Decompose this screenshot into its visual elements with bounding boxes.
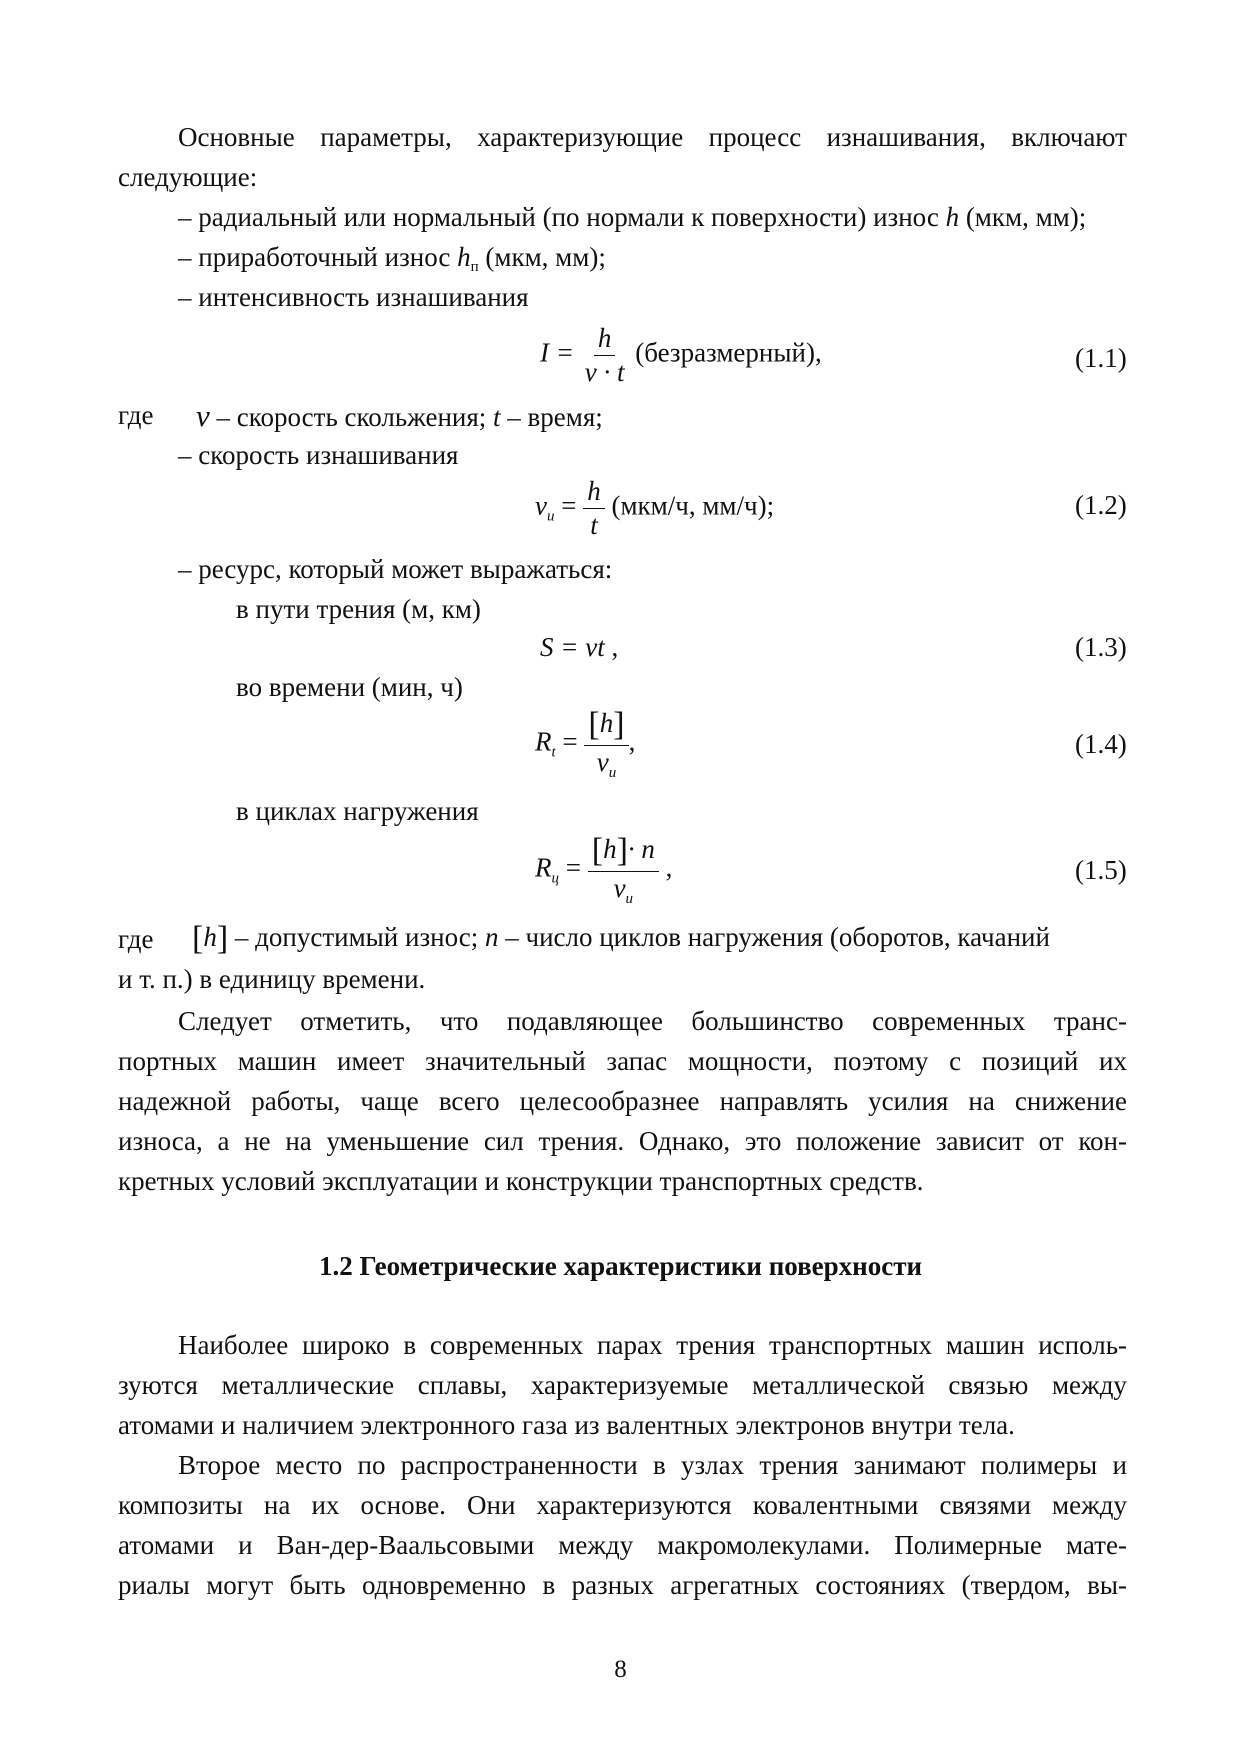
word: транс- — [1053, 1006, 1127, 1036]
equation-1-1: I = $\frac{h}{v \cdot t}$ (безразмерный), — [540, 323, 822, 387]
fraction: $\frac{[h]}{v_и}$ — [584, 708, 628, 781]
word: связями — [939, 1490, 1031, 1520]
word: место — [275, 1450, 343, 1480]
resource-path-label: в пути трения (м, км) — [236, 594, 481, 624]
word: основе. — [360, 1490, 446, 1520]
word: трения. — [538, 1126, 625, 1156]
word: работы, — [251, 1086, 341, 1116]
word: и — [1112, 1450, 1127, 1480]
word: Следует — [178, 1006, 272, 1036]
word: машин — [945, 1330, 1025, 1360]
word: полимеры — [980, 1450, 1098, 1480]
word: агрегатных — [670, 1570, 800, 1600]
word: состояниях — [815, 1570, 946, 1600]
word: в — [403, 1330, 417, 1360]
word: исполь- — [1038, 1330, 1127, 1360]
word: всего — [438, 1086, 500, 1116]
bullet-wear-intensity: – интенсивность изнашивания — [178, 282, 529, 312]
word: современных — [872, 1006, 1026, 1036]
page-number: 8 — [614, 1656, 627, 1683]
word: между — [558, 1530, 634, 1560]
word: трения — [759, 1450, 839, 1480]
word: уменьшение — [326, 1126, 470, 1156]
word: от — [1038, 1126, 1064, 1156]
word: отметить, — [300, 1006, 412, 1036]
word: распространенности — [400, 1450, 638, 1480]
word: усилия — [868, 1086, 949, 1116]
word: характеризуются — [536, 1490, 732, 1520]
where-label-1: где — [118, 400, 154, 430]
word: в — [542, 1570, 556, 1600]
word: Ван-дер-Ваальсовыми — [276, 1530, 535, 1560]
equation-number-1-1: (1.1) — [1075, 343, 1127, 373]
word: мате- — [1066, 1530, 1127, 1560]
word: сил — [483, 1126, 524, 1156]
word: имеет — [337, 1046, 405, 1076]
word: на — [285, 1126, 312, 1156]
word: мощности, — [687, 1046, 813, 1076]
paragraph-4-line-2 — [118, 1492, 1127, 1519]
word: их — [311, 1490, 340, 1520]
word: Наиболее — [178, 1330, 289, 1360]
word: изнашивания, — [826, 122, 986, 152]
word: Однако, — [638, 1126, 731, 1156]
word: могут — [206, 1570, 274, 1600]
word: композиты — [118, 1490, 243, 1520]
word: макромолекулами. — [657, 1530, 871, 1560]
word: направлять — [719, 1086, 849, 1116]
paragraph-2-line-3 — [118, 1088, 1127, 1115]
word: характеризуемые — [530, 1370, 729, 1400]
paragraph-4-line-3 — [118, 1532, 1127, 1559]
word: положение — [796, 1126, 922, 1156]
word: подавляющее — [506, 1006, 663, 1036]
word: на — [968, 1086, 995, 1116]
word: параметры, — [320, 122, 452, 152]
word: чаще — [360, 1086, 419, 1116]
bullet-runin-wear: – приработочный износ hп (мкм, мм); — [178, 242, 606, 275]
word: вы- — [1087, 1570, 1127, 1600]
equation-number-1-2: (1.2) — [1075, 490, 1127, 520]
fraction: $\frac{h}{v \cdot t}$ — [584, 323, 625, 387]
word: не — [244, 1126, 271, 1156]
word: зуются — [118, 1370, 198, 1400]
word: парах — [597, 1330, 663, 1360]
word: включают — [1011, 122, 1127, 152]
word: это — [744, 1126, 782, 1156]
section-heading: 1.2 Геометрические характеристики поверхности — [318, 1251, 923, 1281]
bullet-radial-wear: – радиальный или нормальный (по нормали к поверхности) износ h (мкм, мм); — [178, 202, 1087, 232]
word: современных — [429, 1330, 584, 1360]
word: Они — [467, 1490, 516, 1520]
paragraph-2-line-4 — [118, 1128, 1127, 1155]
word: с — [949, 1046, 962, 1076]
word: металлической — [752, 1370, 925, 1400]
word: кон- — [1078, 1126, 1127, 1156]
word: по — [357, 1450, 386, 1480]
resource-cycles-label: в циклах нагружения — [236, 796, 479, 826]
word: Полимерные — [894, 1530, 1042, 1560]
paragraph-3-line-2 — [118, 1372, 1127, 1399]
paragraph-1-line-2: следующие: — [118, 162, 258, 192]
word: риалы — [118, 1570, 190, 1600]
fraction: $\frac{[h]\cdot n}{v_и}$ — [588, 834, 659, 907]
word: зависит — [935, 1126, 1024, 1156]
word: что — [439, 1006, 479, 1036]
word: а — [217, 1126, 230, 1156]
equation-number-1-4: (1.4) — [1075, 729, 1127, 759]
equation-1-5: $R_ц$ = $\frac{[h]\cdot n}{v_и}$ , — [535, 832, 673, 907]
word: значительный — [425, 1046, 586, 1076]
word: машин — [237, 1046, 317, 1076]
word: в — [652, 1450, 666, 1480]
resource-time-label: во времени (мин, ч) — [236, 672, 463, 702]
equation-1-3: S = vt , — [540, 632, 619, 662]
word: связью — [948, 1370, 1029, 1400]
word: процесс — [708, 122, 802, 152]
equation-1-4: $R_t$ = $\frac{[h]}{v_и}$ , — [535, 706, 636, 781]
equation-number-1-5: (1.5) — [1075, 855, 1127, 885]
where-2-line-2: и т. п.) в единицу времени. — [118, 964, 426, 994]
word: транспортных — [768, 1330, 933, 1360]
word: разных — [571, 1570, 654, 1600]
equation-1-2: $v_и$ = $\frac{h}{t}$ (мкм/ч, мм/ч); — [535, 476, 775, 540]
word: износа, — [118, 1126, 203, 1156]
word: быть — [289, 1570, 346, 1600]
word: трения — [676, 1330, 756, 1360]
fraction: $\frac{h}{t}$ — [583, 478, 605, 539]
word: снижение — [1014, 1086, 1127, 1116]
word: одновременно — [361, 1570, 527, 1600]
word: и — [238, 1530, 253, 1560]
word: поэтому — [833, 1046, 929, 1076]
word: портных — [118, 1046, 217, 1076]
paragraph-2-line-5: кретных условий эксплуатации и конструкции транспортных средств. — [118, 1166, 924, 1196]
word: запас — [606, 1046, 668, 1076]
where-2-definitions: [h] – допустимый износ; n – число циклов нагружения (оборотов, качаний — [192, 920, 1050, 957]
word: сплавы, — [417, 1370, 508, 1400]
word: между — [1051, 1370, 1127, 1400]
where-1-definitions: v – скорость скольжения; t – время; — [196, 398, 603, 433]
word: ковалентными — [752, 1490, 919, 1520]
paragraph-4-line-1 — [178, 1452, 1127, 1479]
paragraph-2-line-2 — [118, 1048, 1127, 1075]
word: широко — [302, 1330, 390, 1360]
word: большинство — [691, 1006, 844, 1036]
word: (твердом, — [961, 1570, 1071, 1600]
bullet-wear-speed: – скорость изнашивания — [178, 440, 459, 470]
word: характеризующие — [477, 122, 684, 152]
word: целесообразнее — [519, 1086, 700, 1116]
bullet-resource: – ресурс, который может выражаться: — [178, 554, 613, 584]
word: Второе — [178, 1450, 261, 1480]
word: надежной — [118, 1086, 232, 1116]
word: между — [1052, 1490, 1127, 1520]
word: их — [1099, 1046, 1127, 1076]
word: Основные — [178, 122, 295, 152]
word: на — [263, 1490, 291, 1520]
word: занимают — [853, 1450, 966, 1480]
word: позиций — [981, 1046, 1079, 1076]
paragraph-2-line-1 — [178, 1008, 1127, 1035]
paragraph-3-line-3: атомами и наличием электронного газа из валентных электронов внутри тела. — [118, 1410, 1015, 1440]
word: металлические — [221, 1370, 395, 1400]
paragraph-4-line-4 — [118, 1572, 1127, 1599]
paragraph-3-line-1 — [178, 1332, 1127, 1359]
word: узлах — [680, 1450, 745, 1480]
equation-number-1-3: (1.3) — [1075, 632, 1127, 662]
paragraph-1-line-1 — [178, 124, 1127, 151]
where-label-2: где — [118, 924, 154, 954]
word: атомами — [118, 1530, 215, 1560]
